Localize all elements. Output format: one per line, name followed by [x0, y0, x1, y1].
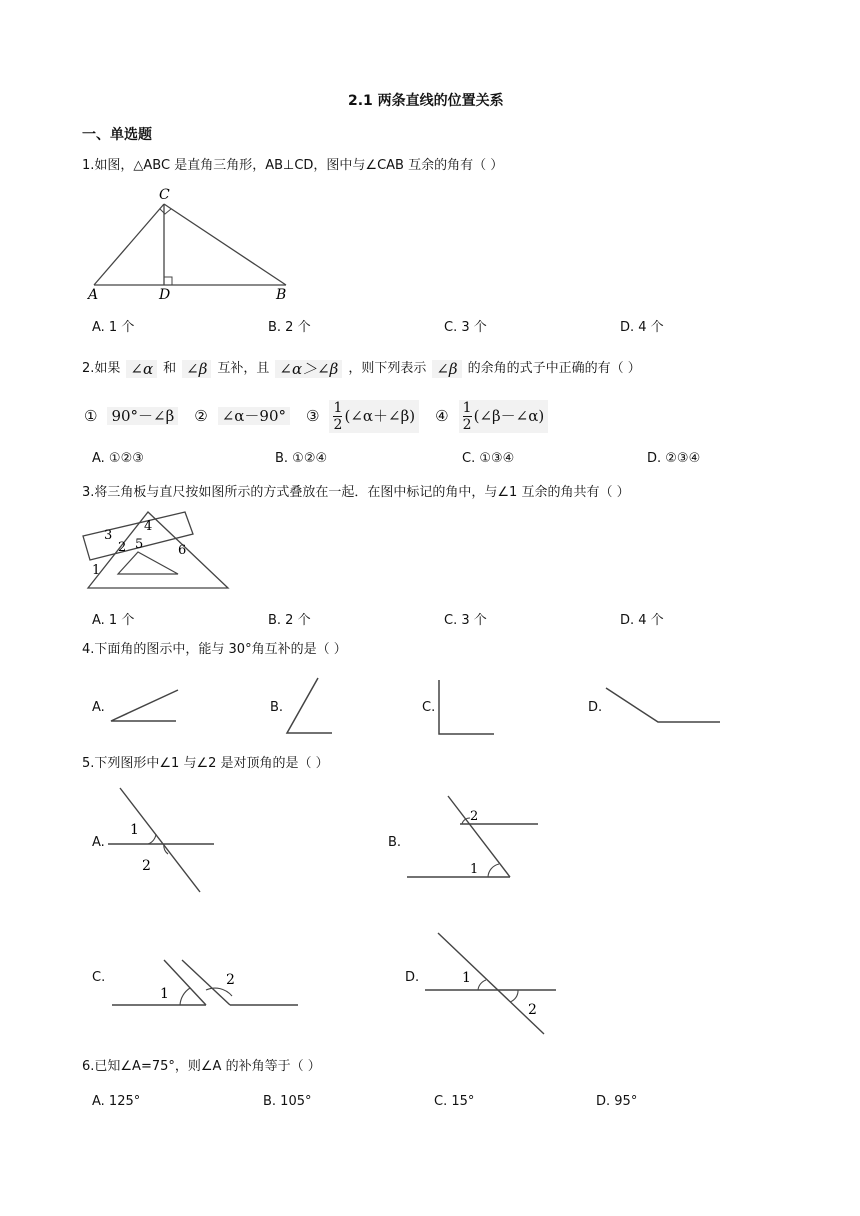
q2-item-4-box [459, 400, 549, 433]
q2-angle-beta: ∠β [182, 360, 211, 378]
q2-stem [82, 360, 641, 378]
q2-item-3-box [329, 400, 419, 433]
q4-stem: 4.下面角的图示中，能与 30°角互补的是（ ） [82, 642, 347, 657]
q4-angle-c-lines [439, 680, 494, 734]
q4-option-c[interactable]: C. [422, 700, 436, 715]
q1-option-b[interactable]: B. 2 个 [268, 320, 311, 335]
q5-figure-d [422, 930, 562, 1038]
q2-expressions [84, 398, 548, 434]
q1-label-a: A [88, 287, 99, 303]
q3-label-1: 1 [92, 563, 101, 578]
q5-d-label-1: 1 [462, 970, 471, 986]
page-title: 2.1 两条直线的位置关系 [348, 93, 504, 109]
q2-stem-and: 和 [163, 361, 177, 376]
q5-option-c[interactable]: C. [92, 970, 106, 985]
q2-item-3-num: ③ [306, 407, 320, 425]
q5-b-arc-1 [488, 864, 499, 877]
q3-option-b[interactable]: B. 2 个 [268, 613, 311, 628]
q5-a-label-1: 1 [130, 822, 139, 838]
q1-label-b: B [276, 287, 287, 303]
q2-item-2-expr: ∠α－90° [218, 407, 290, 425]
q1-label-d: D [159, 287, 171, 303]
q2-stem-part3: ，则下列表示 [348, 361, 427, 376]
q2-angle-alpha: ∠α [126, 360, 157, 378]
q2-stem-part4: 的余角的式子中正确的有（ ） [467, 361, 641, 376]
q1-stem: 1.如图，△ABC 是直角三角形，AB⊥CD，图中与∠CAB 互余的角有（ ） [82, 158, 504, 173]
q2-item-3-frac-den: 2 [333, 416, 343, 433]
q3-label-3: 3 [104, 528, 113, 543]
q1-label-c: C [159, 187, 170, 203]
q2-item-2-num: ② [194, 407, 208, 425]
q5-option-a[interactable]: A. [92, 835, 105, 850]
q4-option-d[interactable]: D. [588, 700, 603, 715]
q1-option-c[interactable]: C. 3 个 [444, 320, 487, 335]
q3-stem: 3.将三角板与直尺按如图所示的方式叠放在一起．在图中标记的角中，与∠1 互余的角共有（ ） [82, 485, 630, 500]
q2-item-3-expr: (∠α＋∠β) [344, 407, 416, 425]
q2-item-4-expr: (∠β－∠α) [473, 407, 545, 425]
q3-option-a[interactable]: A. 1 个 [92, 613, 135, 628]
q2-stem-part2: 互补，且 [217, 361, 270, 376]
q4-angle-d-figure [604, 686, 724, 728]
q2-item-4-frac-num: 1 [462, 399, 472, 416]
q3-label-4: 4 [144, 519, 153, 534]
q2-inequality: ∠α＞∠β [275, 360, 342, 378]
q2-item-4-fraction [463, 401, 472, 432]
q5-c-label-2: 2 [226, 972, 235, 988]
q3-triangle-inner [118, 552, 178, 574]
section-heading: 一、单选题 [82, 127, 152, 143]
q3-option-c[interactable]: C. 3 个 [444, 613, 487, 628]
q3-label-2: 2 [118, 540, 127, 555]
q6-stem: 6.已知∠A=75°，则∠A 的补角等于（ ） [82, 1059, 321, 1074]
q2-stem-part1: 2.如果 [82, 361, 121, 376]
q4-angle-a-figure [108, 686, 180, 726]
q5-stem: 5.下列图形中∠1 与∠2 是对顶角的是（ ） [82, 756, 329, 771]
q1-option-d[interactable]: D. 4 个 [620, 320, 664, 335]
q4-angle-b-lines [287, 678, 332, 733]
q1-line-cb [164, 204, 286, 285]
q5-a-label-2: 2 [142, 858, 151, 874]
q4-option-a[interactable]: A. [92, 700, 105, 715]
q2-option-b[interactable]: B. ①②④ [275, 451, 328, 466]
q5-b-label-1: 1 [470, 862, 479, 877]
q5-d-arc-2 [510, 990, 518, 1002]
q5-figure-b [404, 794, 548, 884]
q6-option-c[interactable]: C. 15° [434, 1094, 475, 1109]
q2-option-c[interactable]: C. ①③④ [462, 451, 515, 466]
q2-angle-beta-2: ∠β [432, 360, 461, 378]
q1-right-angle-c [160, 209, 171, 214]
q2-item-1-num: ① [84, 407, 98, 425]
q3-ruler-triangle-figure [80, 506, 240, 596]
q3-label-5: 5 [135, 537, 144, 552]
q5-a-arc-1 [148, 834, 156, 844]
q5-figure-a [104, 786, 224, 896]
q4-angle-c-figure [436, 678, 498, 738]
q5-option-d[interactable]: D. [405, 970, 420, 985]
q2-item-4-frac-den: 2 [462, 416, 472, 433]
q2-item-4-num: ④ [435, 407, 449, 425]
q5-figure-c [110, 956, 300, 1010]
q6-option-b[interactable]: B. 105° [263, 1094, 312, 1109]
q5-d-label-2: 2 [528, 1002, 537, 1018]
q2-item-3-fraction [333, 401, 342, 432]
q1-triangle-figure [82, 182, 312, 307]
q3-triangle-outer [88, 512, 228, 588]
q1-line-ac [94, 204, 164, 285]
q3-label-6: 6 [178, 543, 187, 558]
q5-option-b[interactable]: B. [388, 835, 402, 850]
q5-b-label-2: 2 [470, 809, 479, 824]
q4-option-b[interactable]: B. [270, 700, 284, 715]
q5-c-arc-1 [180, 988, 190, 1005]
q5-c-label-1: 1 [160, 986, 169, 1002]
q1-right-angle-d [164, 277, 172, 285]
q5-d-arc-1 [478, 980, 486, 990]
q6-option-d[interactable]: D. 95° [596, 1094, 638, 1109]
q2-item-1-expr: 90°－∠β [107, 407, 178, 425]
q2-item-3-frac-num: 1 [333, 399, 343, 416]
q4-angle-a-lines [111, 690, 178, 721]
q4-angle-d-lines [606, 688, 720, 722]
q3-option-d[interactable]: D. 4 个 [620, 613, 664, 628]
q2-option-d[interactable]: D. ②③④ [647, 451, 701, 466]
q1-option-a[interactable]: A. 1 个 [92, 320, 135, 335]
q4-angle-b-figure [284, 676, 334, 736]
q2-option-a[interactable]: A. ①②③ [92, 451, 144, 466]
q6-option-a[interactable]: A. 125° [92, 1094, 141, 1109]
